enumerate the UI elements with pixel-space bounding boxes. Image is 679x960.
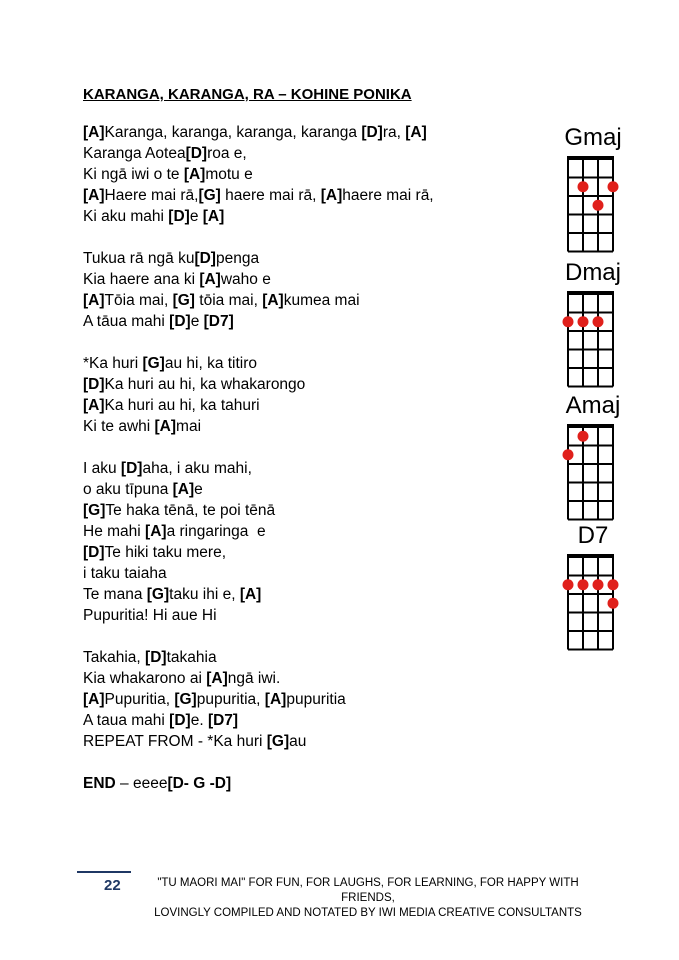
lyric-text: roa e,	[207, 145, 247, 162]
lyric-line	[83, 353, 533, 374]
lyric-text: o aku tīpuna	[83, 481, 173, 498]
stanza	[83, 248, 533, 332]
chord-marker: [D7]	[207, 712, 239, 729]
lyric-line	[83, 290, 533, 311]
finger-dot	[578, 181, 589, 192]
lyric-line	[83, 479, 533, 500]
chord-marker: [A]	[83, 397, 105, 414]
chord-marker: [D]	[145, 649, 167, 666]
lyric-text: REPEAT FROM - *Ka huri	[83, 733, 267, 750]
chord-chart-dmaj	[560, 259, 640, 389]
finger-dot	[563, 316, 574, 327]
lyric-line	[83, 185, 533, 206]
lyric-text: pupuritia	[286, 691, 346, 708]
lyric-text: *Ka huri	[83, 355, 143, 372]
lyric-text: ra,	[382, 124, 406, 141]
lyric-text: haere mai rā,	[342, 187, 434, 204]
chord-name: D7	[577, 522, 609, 549]
chord-name: Amaj	[565, 392, 621, 419]
lyric-text: Pupuritia,	[104, 691, 175, 708]
lyric-line	[83, 500, 533, 521]
lyric-text: au	[289, 733, 307, 750]
chord-marker: [A]	[83, 691, 105, 708]
lyric-text: penga	[215, 250, 260, 267]
lyric-text: i taku taiaha	[83, 565, 167, 582]
lyric-text: Haere mai rā,	[104, 187, 199, 204]
chord-marker: [A]	[320, 187, 343, 204]
lyric-line	[83, 647, 533, 668]
chord-marker: [A]	[239, 586, 262, 603]
lyric-line	[83, 164, 533, 185]
finger-dot	[608, 579, 619, 590]
chord-chart-gmaj	[560, 124, 640, 254]
lyric-text: motu e	[205, 166, 253, 183]
chord-marker: [D]	[361, 124, 383, 141]
finger-dot	[578, 316, 589, 327]
chord-marker: [D]	[169, 712, 191, 729]
chord-marker: [G]	[266, 733, 290, 750]
chord-marker: [G]	[83, 502, 106, 519]
lyric-line	[83, 542, 533, 563]
footer-line-2: LOVINGLY COMPILED AND NOTATED BY IWI MEDIA CREATIVE CONSULTANTS	[154, 907, 582, 919]
lyric-line	[83, 143, 533, 164]
lyric-text: Pupuritia! Hi aue Hi	[83, 607, 217, 624]
stanza	[83, 647, 533, 752]
lyric-text: mai	[176, 418, 202, 435]
lyrics-body	[83, 122, 533, 794]
footer-rule	[77, 871, 131, 873]
nut	[567, 554, 614, 558]
chord-marker: [G]	[142, 355, 165, 372]
nut	[567, 156, 614, 160]
end-chords: [D- G -D]	[167, 775, 232, 792]
finger-dot	[608, 181, 619, 192]
lyric-text: Tōia mai,	[104, 292, 173, 309]
lyric-line	[83, 269, 533, 290]
finger-dot	[578, 579, 589, 590]
lyric-text: Kia whakarono ai	[83, 670, 207, 687]
chord-marker: [A]	[83, 187, 105, 204]
lyric-line	[83, 458, 533, 479]
chord-marker: [D]	[120, 460, 143, 477]
finger-dot	[593, 200, 604, 211]
finger-dot	[593, 579, 604, 590]
chord-marker: [A]	[262, 292, 284, 309]
lyric-text: a ringaringa e	[166, 523, 266, 540]
lyric-text: Kia haere ana ki	[83, 271, 200, 288]
chord-marker: [A]	[264, 691, 287, 708]
lyric-line	[83, 395, 533, 416]
chord-marker: [D7]	[203, 313, 234, 330]
lyric-text: Ka huri au hi, ka tahuri	[104, 397, 260, 414]
lyric-text: e	[189, 208, 203, 225]
chord-marker: [G]	[172, 292, 195, 309]
chord-marker: [D]	[194, 250, 216, 267]
lyric-text: haere mai rā,	[220, 187, 321, 204]
lyric-text: e.	[190, 712, 208, 729]
fretboard-diagram	[565, 554, 635, 664]
lyric-line	[83, 248, 533, 269]
lyric-text: Ka huri au hi, ka whakarongo	[104, 376, 306, 393]
stanza	[83, 458, 533, 626]
fretboard-diagram	[565, 156, 635, 266]
chord-marker: [A]	[83, 292, 105, 309]
lyric-text: e	[194, 481, 203, 498]
lyric-text: taku ihi e,	[169, 586, 240, 603]
chord-marker: [D]	[169, 313, 191, 330]
chord-marker: [A]	[83, 124, 105, 141]
chord-chart-d7	[560, 522, 640, 652]
chord-name: Gmaj	[564, 124, 622, 151]
end-dash: – eeee	[115, 775, 168, 792]
lyric-text: He mahi	[83, 523, 146, 540]
lyric-text: pupuritia,	[196, 691, 265, 708]
lyric-line	[83, 605, 533, 626]
lyric-text: Te hiki taku mere,	[104, 544, 226, 561]
lyric-text: kumea mai	[283, 292, 360, 309]
finger-dot	[563, 579, 574, 590]
song-title: KARANGA, KARANGA, RA – KOHINE PONIKA	[83, 86, 412, 103]
lyric-text: tōia mai,	[194, 292, 263, 309]
lyric-text: au hi, ka titiro	[164, 355, 258, 372]
lyric-line	[83, 521, 533, 542]
lyric-text: Ki aku mahi	[83, 208, 169, 225]
fretboard-diagram	[565, 291, 635, 401]
chord-marker: [A]	[405, 124, 427, 141]
lyric-line	[83, 584, 533, 605]
chord-marker: [A]	[202, 208, 225, 225]
chord-marker: [D]	[83, 376, 105, 393]
lyric-line	[83, 374, 533, 395]
lyric-text: ngā iwi.	[227, 670, 281, 687]
chord-name: Dmaj	[564, 259, 621, 286]
chord-marker: [D]	[168, 208, 190, 225]
chord-marker: [G]	[174, 691, 197, 708]
lyric-line	[83, 689, 533, 710]
lyric-text: A tāua mahi	[83, 313, 170, 330]
footer-text	[148, 876, 588, 921]
nut	[567, 291, 614, 295]
lyric-line	[83, 710, 533, 731]
lyric-line	[83, 563, 533, 584]
chord-marker: [D]	[185, 145, 208, 162]
lyric-line	[83, 668, 533, 689]
chord-marker: [A]	[199, 271, 221, 288]
chord-marker: [A]	[154, 418, 177, 435]
chord-marker: [G]	[198, 187, 221, 204]
finger-dot	[608, 598, 619, 609]
lyric-line	[83, 311, 533, 332]
footer-line-1: "TU MAORI MAI" FOR FUN, FOR LAUGHS, FOR LEARNING, FOR HAPPY WITH FRIENDS,	[157, 877, 579, 904]
lyric-text: I aku	[83, 460, 121, 477]
stanza	[83, 353, 533, 437]
fretboard-diagram	[565, 424, 635, 534]
lyric-line	[83, 731, 533, 752]
end-word: END	[83, 775, 116, 792]
lyric-text: Takahia,	[83, 649, 146, 666]
lyric-text: takahia	[166, 649, 217, 666]
chord-marker: [A]	[145, 523, 167, 540]
lyric-text: Tukua rā ngā ku	[83, 250, 195, 267]
lyric-line	[83, 122, 533, 143]
chord-marker: [A]	[206, 670, 228, 687]
chord-marker: [A]	[172, 481, 195, 498]
nut	[567, 424, 614, 428]
lyric-text: Te mana	[83, 586, 147, 603]
lyric-text: Ki ngā iwi o te	[83, 166, 184, 183]
chord-marker: [D]	[83, 544, 105, 561]
finger-dot	[563, 449, 574, 460]
chord-marker: [A]	[183, 166, 206, 183]
finger-dot	[578, 431, 589, 442]
lyric-text: e	[190, 313, 204, 330]
end-line	[83, 773, 533, 794]
lyric-text: aha, i aku mahi,	[142, 460, 252, 477]
lyric-line	[83, 206, 533, 227]
lyric-text: Karanga Aotea	[83, 145, 186, 162]
lyric-text: Te haka tēnā, te poi tēnā	[105, 502, 276, 519]
lyric-text: A taua mahi	[83, 712, 170, 729]
stanza	[83, 122, 533, 227]
lyric-text: waho e	[220, 271, 271, 288]
finger-dot	[593, 316, 604, 327]
page-number: 22	[104, 877, 121, 894]
lyric-line	[83, 416, 533, 437]
chord-chart-amaj	[560, 392, 640, 522]
lyric-text: Ki te awhi	[83, 418, 155, 435]
chord-marker: [G]	[146, 586, 170, 603]
lyric-text: Karanga, karanga, karanga, karanga	[104, 124, 362, 141]
